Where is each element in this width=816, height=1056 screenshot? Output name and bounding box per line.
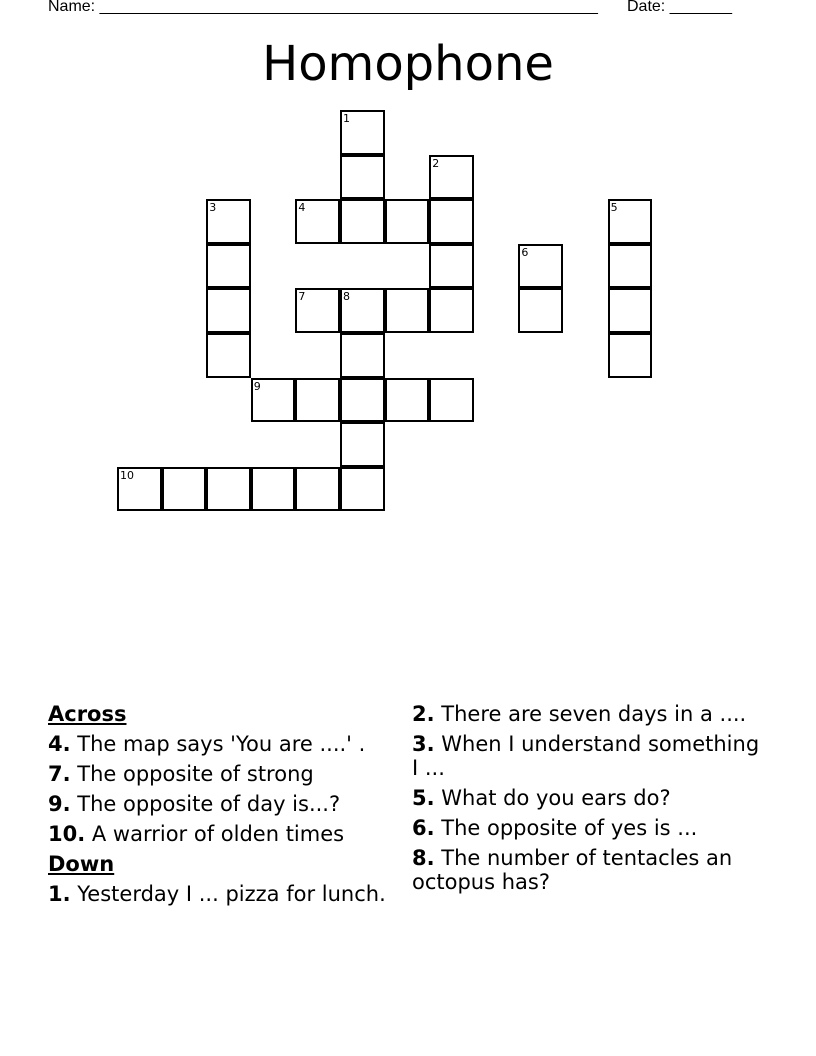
name-field-label: Name: ________________________________________________________ (48, 0, 598, 15)
clues-column-left (48, 702, 396, 912)
clue-text: The map says 'You are ....' . (70, 732, 366, 756)
crossword-cell[interactable] (518, 288, 563, 333)
cell-number: 9 (253, 379, 261, 393)
clue-text: When I understand something I ... (412, 732, 760, 780)
crossword-cell[interactable] (608, 288, 653, 333)
crossword-cell[interactable] (206, 199, 251, 244)
clue-across-4 (48, 732, 396, 756)
crossword-cell[interactable] (518, 244, 563, 289)
crossword-cell[interactable] (295, 199, 340, 244)
crossword-cell[interactable] (117, 467, 162, 512)
down-heading: Down (48, 852, 115, 876)
clue-down-2 (412, 702, 762, 726)
crossword-cell[interactable] (340, 288, 385, 333)
crossword-cell[interactable] (608, 333, 653, 378)
clue-number: 6. (412, 816, 435, 840)
clue-number: 3. (412, 732, 435, 756)
clue-number: 1. (48, 882, 71, 906)
clue-text: There are seven days in a .... (434, 702, 747, 726)
crossword-cell[interactable] (385, 288, 430, 333)
clue-number: 8. (412, 846, 435, 870)
clue-across-7 (48, 762, 396, 786)
crossword-cell[interactable] (251, 467, 296, 512)
crossword-cell[interactable] (340, 155, 385, 200)
cell-number: 8 (343, 290, 350, 304)
crossword-cell[interactable] (429, 378, 474, 423)
crossword-cell[interactable] (340, 467, 385, 512)
clue-text: The number of tentacles an octopus has? (412, 846, 733, 894)
crossword-cell[interactable] (340, 110, 385, 155)
clue-number: 5. (412, 786, 435, 810)
clue-across-10 (48, 822, 396, 846)
crossword-cell[interactable] (162, 467, 207, 512)
clue-text: The opposite of yes is ... (434, 816, 698, 840)
clue-text: A warrior of olden times (85, 822, 345, 846)
crossword-cell[interactable] (429, 288, 474, 333)
cell-number: 4 (298, 201, 306, 215)
crossword-cell[interactable] (340, 333, 385, 378)
crossword-cell[interactable] (429, 155, 474, 200)
clue-number: 4. (48, 732, 71, 756)
date-field-label: Date: _______ (627, 0, 732, 15)
clue-text: The opposite of day is...? (70, 792, 341, 816)
crossword-cell[interactable] (608, 199, 653, 244)
crossword-cell[interactable] (206, 244, 251, 289)
clue-number: 9. (48, 792, 71, 816)
clue-down-8 (412, 846, 762, 894)
clue-number: 7. (48, 762, 71, 786)
cell-number: 1 (343, 112, 350, 125)
clue-number: 10. (48, 822, 86, 846)
clue-text: Yesterday I ... pizza for lunch. (70, 882, 386, 906)
crossword-cell[interactable] (295, 467, 340, 512)
cell-number: 2 (432, 156, 440, 170)
page-title: Homophone (262, 36, 554, 92)
clue-down-3 (412, 732, 762, 780)
crossword-cell[interactable] (206, 288, 251, 333)
crossword-cell[interactable] (340, 199, 385, 244)
crossword-cell[interactable] (429, 199, 474, 244)
crossword-cell[interactable] (295, 288, 340, 333)
clue-number: 2. (412, 702, 435, 726)
crossword-cell[interactable] (340, 378, 385, 423)
crossword-cell[interactable] (206, 333, 251, 378)
clues-column-right (412, 702, 762, 900)
clue-text: What do you ears do? (434, 786, 671, 810)
cell-number: 6 (521, 245, 529, 259)
crossword-cell[interactable] (385, 199, 430, 244)
cell-number: 5 (610, 201, 618, 215)
crossword-cell[interactable] (206, 467, 251, 512)
clue-down-1 (48, 882, 396, 906)
across-heading: Across (48, 702, 127, 726)
clue-text: The opposite of strong (70, 762, 314, 786)
clue-down-6 (412, 816, 762, 840)
crossword-cell[interactable] (429, 244, 474, 289)
cell-number: 7 (298, 290, 306, 304)
cell-number: 3 (209, 201, 217, 215)
clue-across-9 (48, 792, 396, 816)
crossword-cell[interactable] (385, 378, 430, 423)
crossword-cell[interactable] (340, 422, 385, 467)
clue-down-5 (412, 786, 762, 810)
crossword-cell[interactable] (295, 378, 340, 423)
crossword-cell[interactable] (251, 378, 296, 423)
crossword-cell[interactable] (608, 244, 653, 289)
cell-number: 10 (120, 468, 134, 482)
